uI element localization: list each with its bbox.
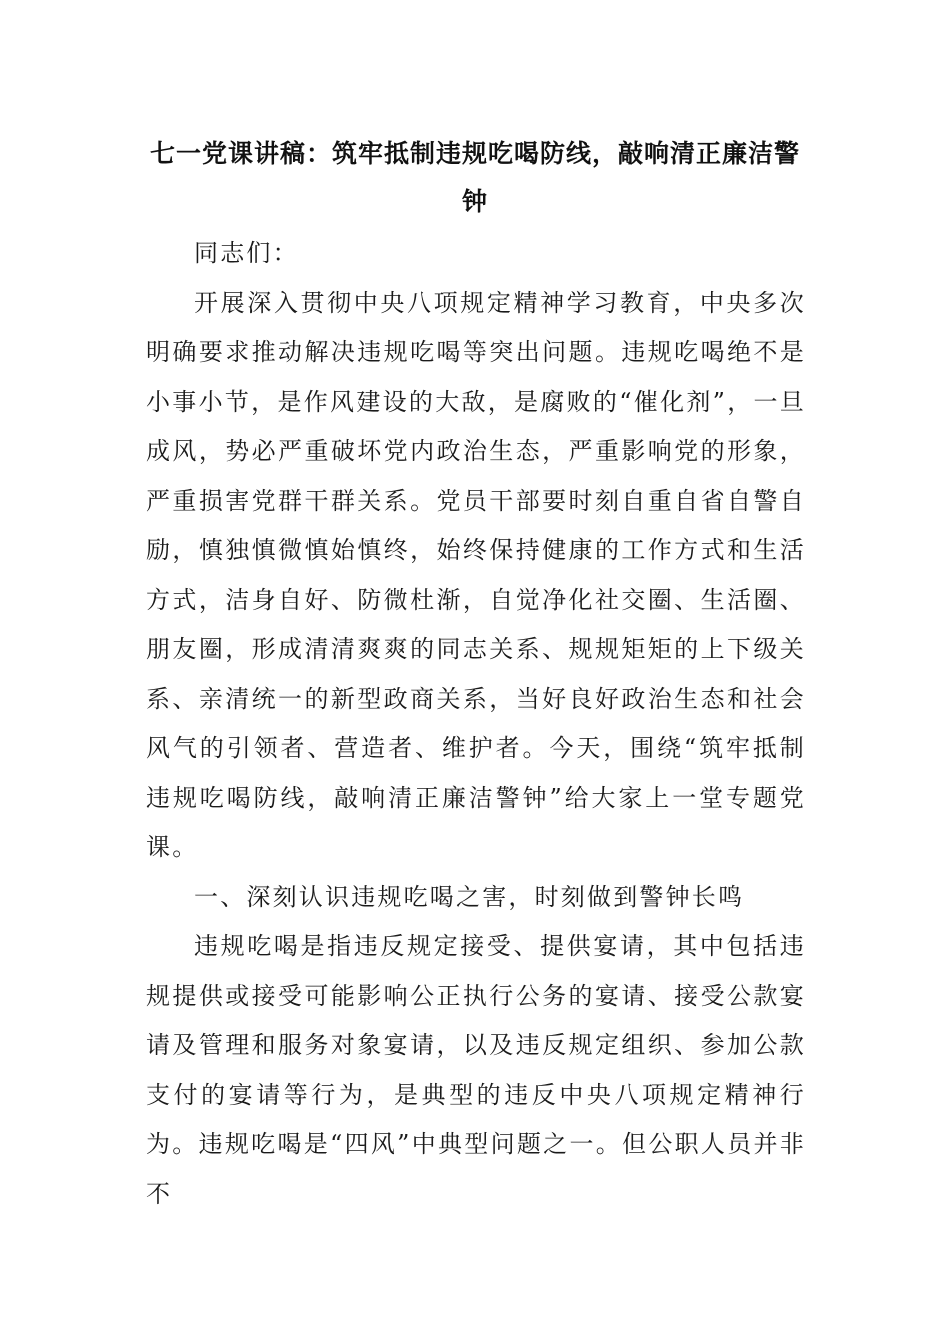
document-body [146,229,806,1219]
greeting: 同志们： [194,239,299,267]
section-heading: 一、深刻认识违规吃喝之害，时刻做到警钟长鸣 [194,882,745,911]
body-paragraph: 违规吃喝是指违反规定接受、提供宴请，其中包括违规提供或接受可能影响公正执行公务的宴请、接受公款宴请及管理和服务对象宴请，以及违反规定组织、参加公款支付的宴请等行为，是典型的违反中央八项规定精神行为。违规吃喝是“四风”中典型问题之一。但公职人员并非不 [146,932,806,1208]
intro-paragraph: 开展深入贯彻中央八项规定精神学习教育，中央多次明确要求推动解决违规吃喝等突出问题。违规吃喝绝不是小事小节，是作风建设的大敌，是腐败的“催化剂”，一旦成风，势必严重破坏党内政治生态，严重影响党的形象，严重损害党群干群关系。党员干部要时刻自重自省自警自励，慎独慎微慎始慎终，始终保持健康的工作方式和生活方式，洁身自好、防微杜渐，自觉净化社交圈、生活圈、朋友圈，形成清清爽爽的同志关系、规规矩矩的上下级关系、亲清统一的新型政商关系，当好良好政治生态和社会风气的引领者、营造者、维护者。今天，围绕“筑牢抵制违规吃喝防线，敲响清正廉洁警钟”给大家上一堂专题党课。 [146,288,806,861]
document-title: 七一党课讲稿：筑牢抵制违规吃喝防线，敲响清正廉洁警钟 [149,139,800,216]
